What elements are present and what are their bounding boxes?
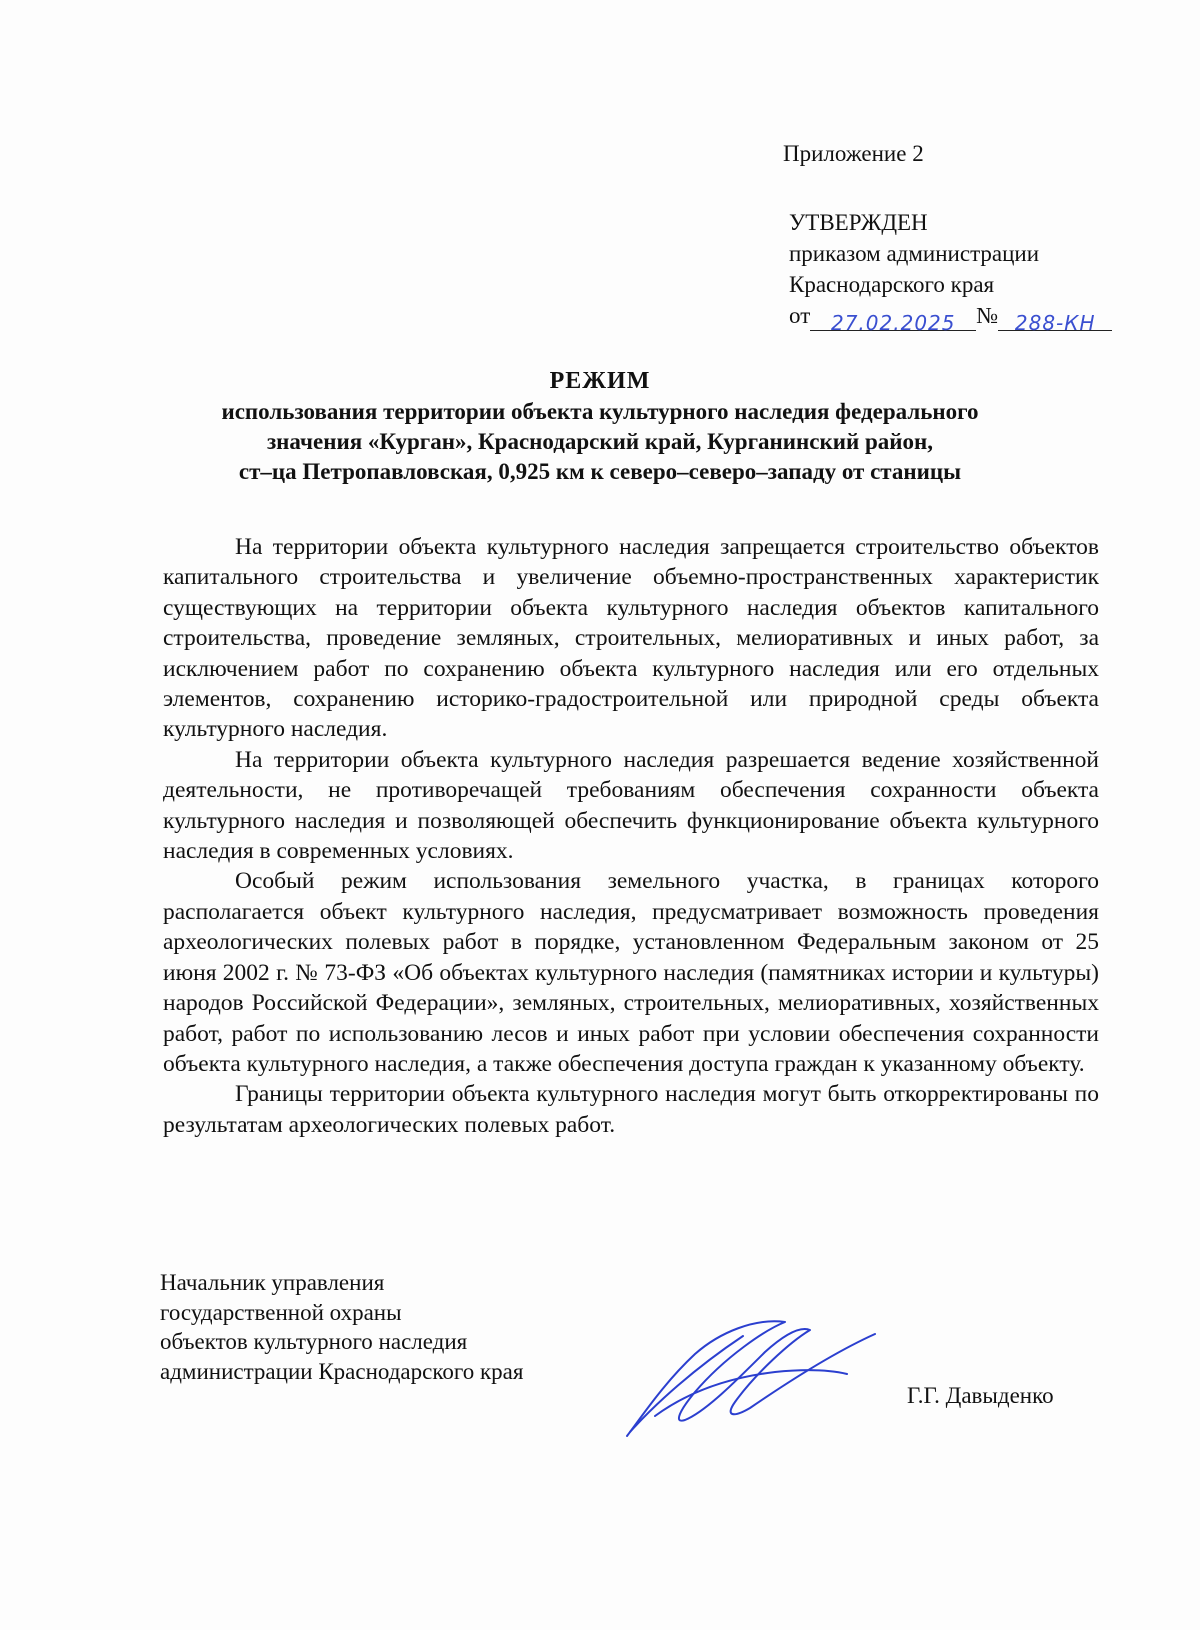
document-title-block — [150, 366, 1050, 487]
signatory-line-1: Начальник управления — [160, 1270, 385, 1295]
title-line-1: использования территории объекта культурного наследия федерального — [221, 399, 979, 424]
document-body — [163, 532, 1099, 1140]
approval-number-value: 288-КН — [1014, 311, 1096, 335]
approval-block — [789, 207, 1112, 335]
signatory-line-3: объектов культурного наследия — [160, 1329, 468, 1354]
approval-date-field — [810, 304, 976, 335]
approval-number-field — [998, 304, 1112, 335]
paragraph: На территории объекта культурного наследия запрещается строительство объектов капитального строительства и увеличение объемно-пространственных характеристик существующих на территории объекта культурного наследия объектов капитального строительства, проведение земляных, строительных, мелиоративных и иных работ, за исключением работ по сохранению объекта культурного наследия или его отдельных элементов, сохранению историко-градостроительной или природной среды объекта культурного наследия. — [163, 534, 1099, 743]
signatory-position — [160, 1268, 523, 1386]
paragraph: Особый режим использования земельного участка, в границах которого располагается объект культурного наследия, предусматривает возможность проведения археологических полевых работ в порядке, установленном Федеральным законом от 25 июня 2002 г. № 73-ФЗ «Об объектах культурного наследия (памятниках истории и культуры) народов Российской Федерации», земляных, строительных, мелиоративных, хозяйственных работ, работ по использованию лесов и иных работ при условии обеспечения сохранности объекта культурного наследия, а также обеспечения доступа граждан к указанному объекту. — [163, 868, 1099, 1077]
handwritten-signature — [625, 1312, 885, 1442]
signatory-name: Г.Г. Давыденко — [907, 1383, 1054, 1408]
title-line-3: ст–ца Петропавловская, 0,925 км к северо–северо–западу от станицы — [238, 459, 962, 484]
paragraph: На территории объекта культурного наследия разрешается ведение хозяйственной деятельности, не противоречащей требованиям обеспечения сохранности объекта культурного наследия и позволяющей обеспечить функционирование объекта культурного наследия в современных условиях. — [163, 746, 1099, 865]
approval-date-line — [789, 300, 1112, 335]
approval-from-label: от — [789, 303, 811, 328]
title-line-2: значения «Курган», Краснодарский край, Курганинский район, — [266, 429, 934, 454]
paragraph: Границы территории объекта культурного наследия могут быть откорректированы по результатам археологических полевых работ. — [163, 1081, 1099, 1138]
approval-number-label: № — [976, 303, 999, 328]
approval-line-2: Краснодарского края — [789, 272, 995, 297]
appendix-label: Приложение 2 — [783, 141, 924, 166]
document-heading: РЕЖИМ — [549, 368, 651, 394]
approval-status: УТВЕРЖДЕН — [789, 210, 928, 235]
signatory-line-4: администрации Краснодарского края — [160, 1358, 524, 1384]
approval-line-1: приказом администрации — [789, 241, 1040, 266]
signatory-line-2: государственной охраны — [160, 1299, 402, 1325]
approval-date-value: 27.02.2025 — [830, 311, 956, 335]
